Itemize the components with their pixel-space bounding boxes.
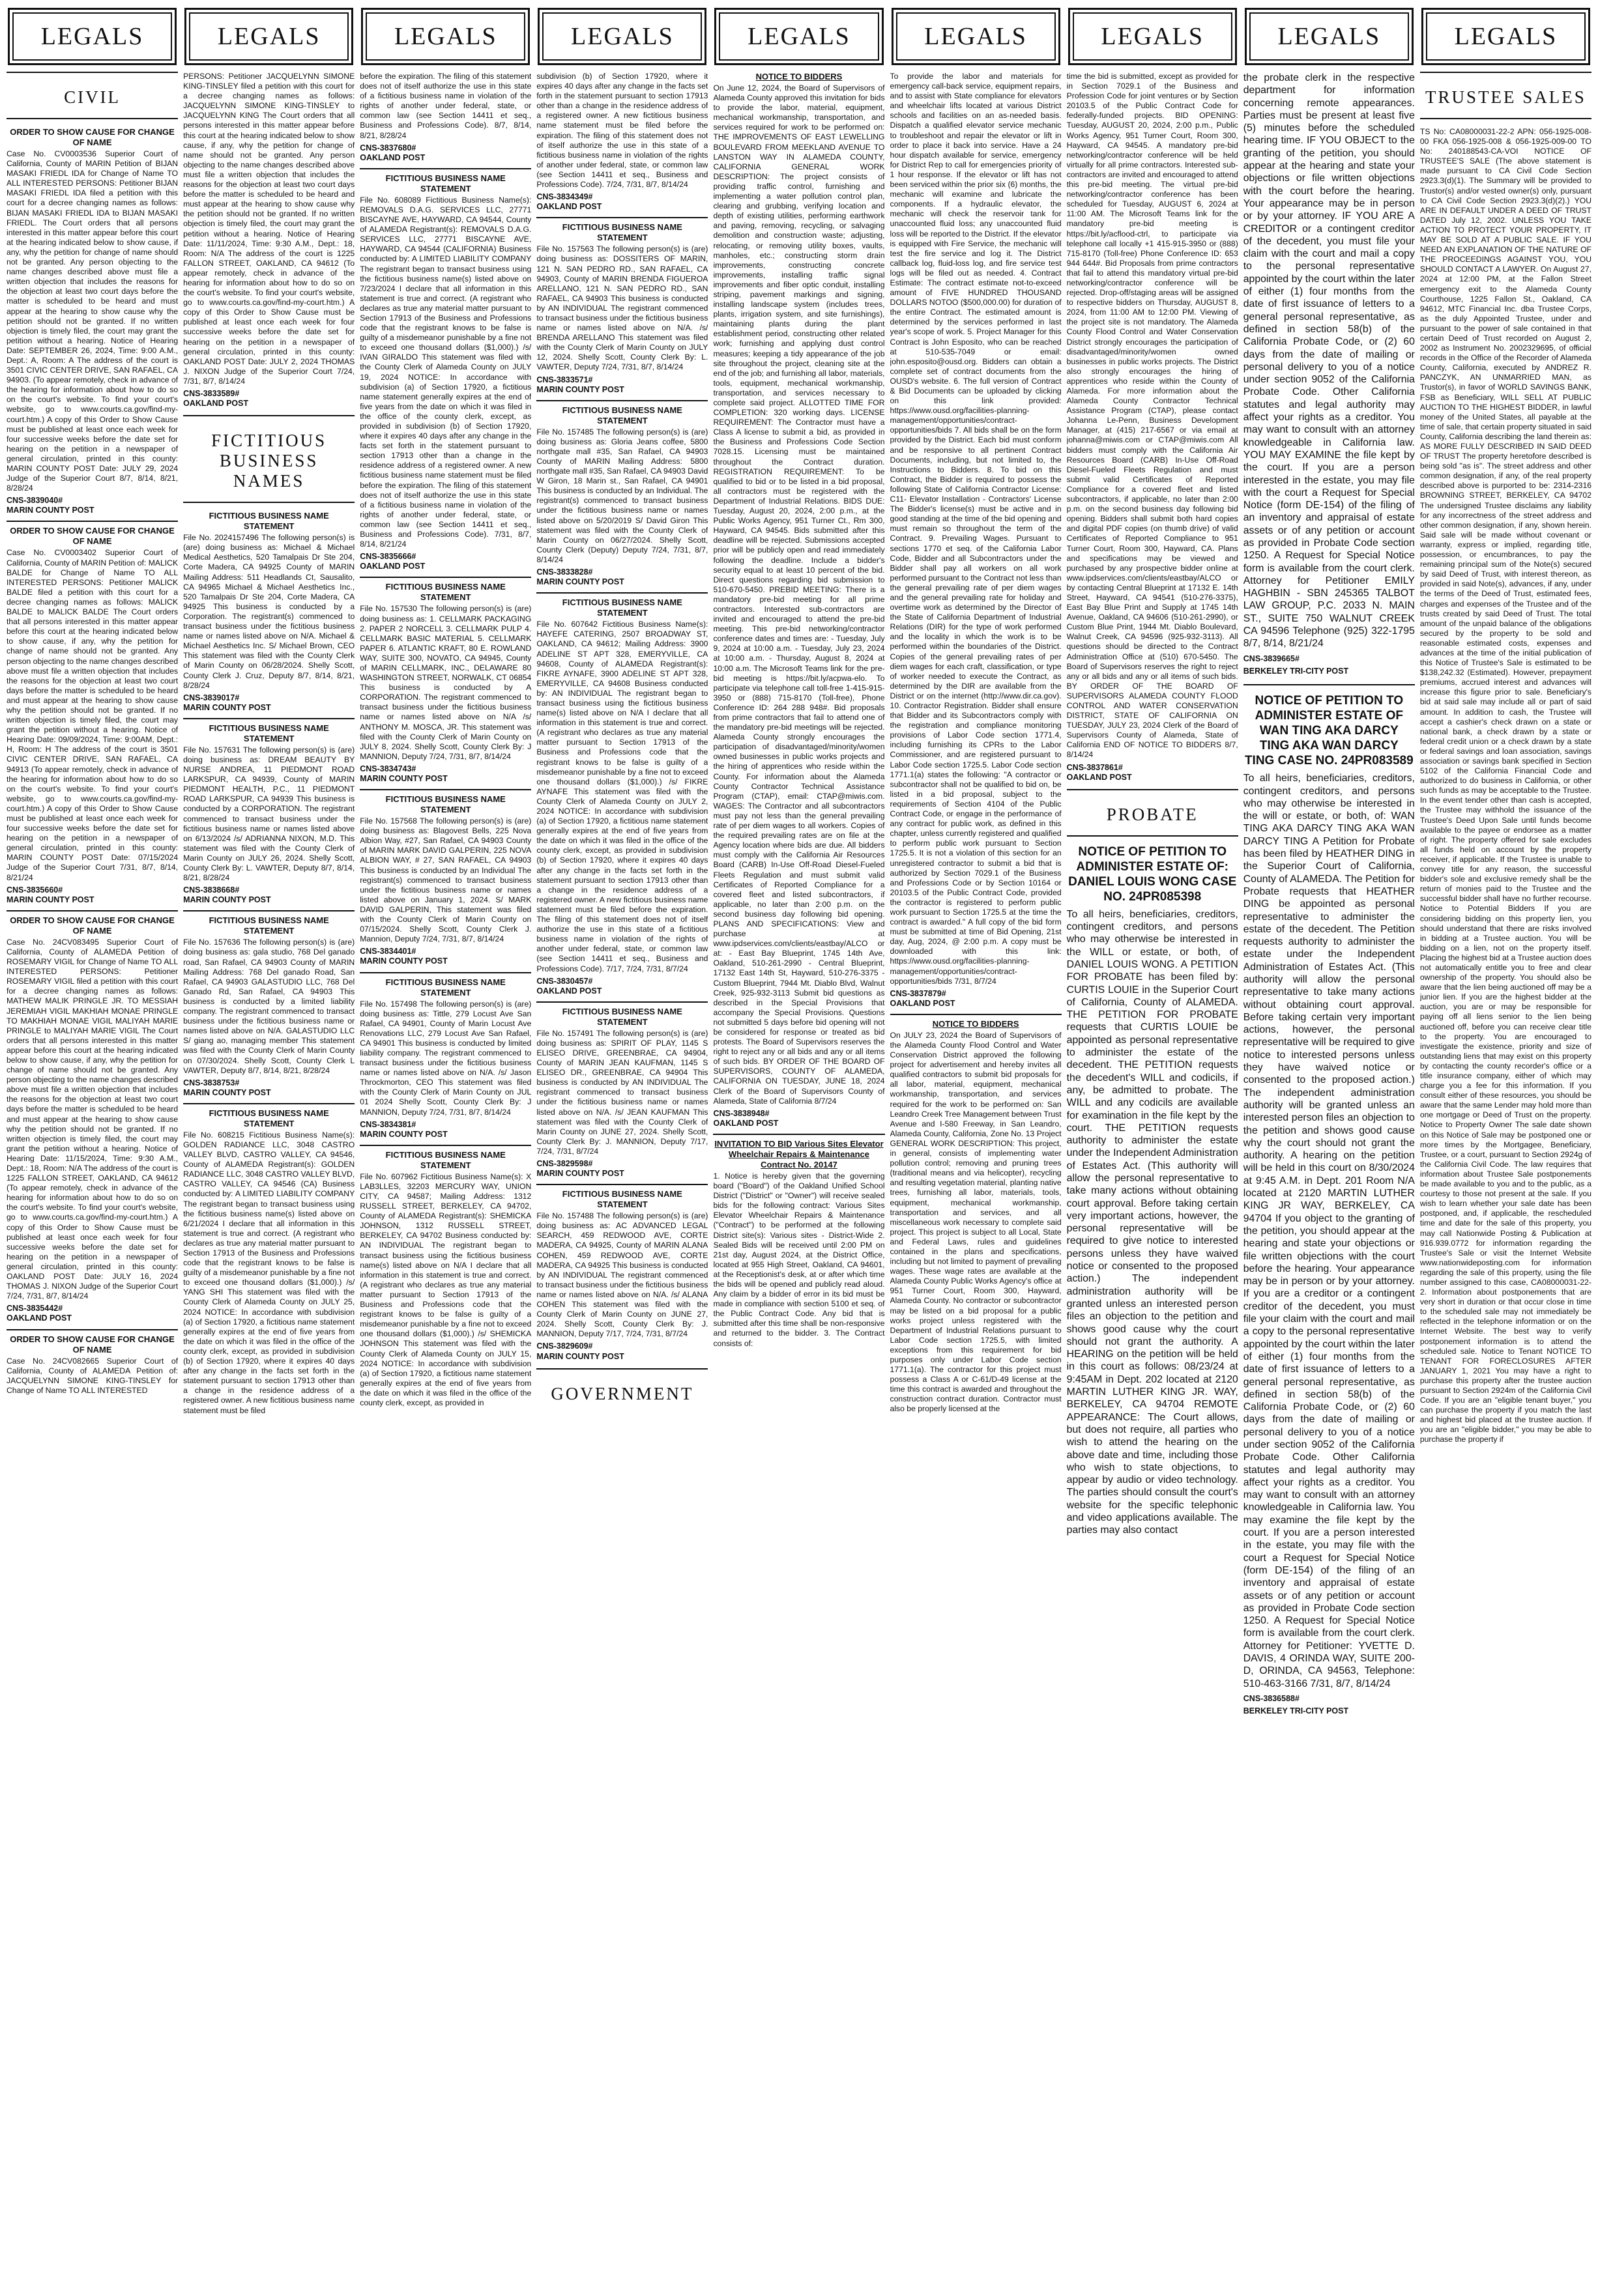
notice-title: NOTICE TO BIDDERS bbox=[755, 72, 843, 81]
notice-title: FICTITIOUS BUSINESS NAME STATEMENT bbox=[385, 794, 506, 815]
column-4 bbox=[536, 5, 708, 2291]
notice-body: the probate clerk in the respective department for information concerning remote appearances. Parties must be present at least five (5) minutes before the scheduled hearing time. IF YOU OBJECT to the granting of the petition, you should appear at the hearing and state your objections or file written objections with the court before the hearing. Your appearance may be in person or by your attorney. IF YOU ARE A CREDITOR or a contingent creditor of the decedent, you must file your claim with the court and mail a copy to the personal representative appointed by the court within the later of either (1) four months from the date of first issuance of letters to a general personal representative, as defined in section 58(b) of the California Probate Code, or (2) 60 days from the date of mailing or personal delivery to you of a notice under section 9052 of the California Probate Code. Other California statutes and legal authority may affect your rights as a creditor. You may want to consult with an attorney knowledgeable in California law. YOU MAY EXAMINE the file kept by the court. If you are a person interested in the estate, you may file with the court a Request for Special Notice (form DE-154) of the filing of an inventory and appraisal of estate assets or of any petition or account as provided in Probate Code section 1250. A Request for Special Notice form is available from the court clerk. Attorney for Petitioner EMILY HAGHBIN - SBN 245365 TALBOT LAW GROUP, P.C. 2033 N. MAIN ST., SUITE 750 WALNUT CREEK CA 94596 Telephone (925) 322-1795 8/7, 8/14, 8/21/24 bbox=[1243, 72, 1415, 650]
publication-name: MARIN COUNTY POST bbox=[183, 1087, 271, 1097]
divider bbox=[183, 910, 355, 911]
notice-title: FICTITIOUS BUSINESS NAME STATEMENT bbox=[562, 222, 682, 243]
publication-name: OAKLAND POST bbox=[536, 986, 602, 996]
divider bbox=[1067, 835, 1238, 837]
publication-name: MARIN COUNTY POST bbox=[360, 774, 448, 783]
notice bbox=[536, 72, 708, 212]
notice-body: TS No: CA08000031-22-2 APN: 056-1925-008-00 FKA 056-1925-008 & 056-1925-009-00 TO No: 240188543-CA-VOI NOTICE OF TRUSTEE'S SALE (The above statement is made pursuant to CA Civil Code Section 2923.3(d)(1). The Summary will be provided to Trustor(s) and/or vested owner(s) only, pursuant to CA Civil Code Section 2923.3(d)(2).) YOU ARE IN DEFAULT UNDER A DEED OF TRUST DATED July 12, 2002. UNLESS YOU TAKE ACTION TO PROTECT YOUR PROPERTY, IT MAY BE SOLD AT A PUBLIC SALE. IF YOU NEED AN EXPLANATION OF THE NATURE OF THE PROCEEDINGS AGAINST YOU, YOU SHOULD CONTACT A LAWYER. On August 27, 2024 at 12:00 PM, at the Fallon Street emergency exit to the Alameda County Courthouse, 1225 Fallon St., Oakland, CA 94612, MTC Financial Inc. dba Trustee Corps, as the duly Appointed Trustee, under and pursuant to the power of sale contained in that certain Deed of Trust recorded on August 2, 2002 as Instrument No. 2002329695, of official records in the Office of the Recorder of Alameda County, California, executed by ANDREZ R. PANCZYK, AN UNMARRIED MAN, as Trustor(s), in favor of WORLD SAVINGS BANK, FSB as Beneficiary, WILL SELL AT PUBLIC AUCTION TO THE HIGHEST BIDDER, in lawful money of the United States, all payable at the time of sale, that certain property situated in said County, California describing the land therein as: AS MORE FULLY DESCRIBED IN SAID DEED OF TRUST The property heretofore described is being sold "as is". The street address and other common designation, if any, of the real property described above is purported to be: 2314-2316 BROWNING STREET, BERKELEY, CA 94702 The undersigned Trustee disclaims any liability for any incorrectness of the street address and other common designation, if any, shown herein. Said sale will be made without covenant or warranty, express or implied, regarding title, possession, or encumbrances, to pay the remaining principal sum of the Note(s) secured by said Deed of Trust, with interest thereon, as provided in said Note(s), advances, if any, under the terms of the Deed of Trust, estimated fees, charges and expenses of the Trustee and of the trusts created by said Deed of Trust. The total amount of the unpaid balance of the obligations secured by the property to be sold and reasonable estimated costs, expenses and advances at the time of the initial publication of this Notice of Trustee's Sale is estimated to be $138,242.32 (Estimated). However, prepayment premiums, accrued interest and advances will increase this figure prior to sale. Beneficiary's bid at said sale may include all or part of said amount. In addition to cash, the Trustee will accept a cashier's check drawn on a state or national bank, a check drawn by a state or federal credit union or a check drawn by a state or federal savings and loan association, savings association or savings bank specified in Section 5102 of the California Financial Code and authorized to do business in California, or other such funds as may be acceptable to the Trustee. In the event tender other than cash is accepted, the Trustee may withhold the issuance of the Trustee's Deed Upon Sale until funds become available to the payee or endorsee as a matter of right. The property offered for sale excludes all funds held on account by the property receiver, if applicable. If the Trustee is unable to convey title for any reason, the successful bidder's sole and exclusive remedy shall be the return of monies paid to the Trustee and the successful bidder shall have no further recourse. Notice to Potential Bidders If you are considering bidding on this property lien, you should understand that there are risks involved in bidding at a Trustee auction. You will be bidding on a lien, not on the property itself. Placing the highest bid at a Trustee auction does not automatically entitle you to free and clear ownership of the property. You should also be aware that the lien being auctioned off may be a junior lien. If you are the highest bidder at the auction, you are or may be responsible for paying off all liens senior to the lien being auctioned off, before you can receive clear title to the property. You are encouraged to investigate the existence, priority and size of outstanding liens that may exist on this property by contacting the county recorder's office or a title insurance company, either of which may charge you a fee for this information. If you consult either of these resources, you should be aware that the same Lender may hold more than one mortgage or Deed of Trust on the property. Notice to Property Owner The sale date shown on this Notice of Sale may be postponed one or more times by the Mortgagee, Beneficiary, Trustee, or a court, pursuant to Section 2924g of the California Civil Code. The law requires that information about Trustee Sale postponements be made available to you and to the public, as a courtesy to those not present at the sale. If you wish to learn whether your sale date has been postponed, and, if applicable, the rescheduled time and date for the sale of this property, you may call Nationwide Posting & Publication at 916.939.0772 for information regarding the Trustee's Sale or visit the Internet Website www.nationwideposting.com for information regarding the sale of this property, using the file number assigned to this case, CA08000031-22-2. Information about postponements that are very short in duration or that occur close in time to the scheduled sale may not immediately be reflected in the telephone information or on the Internet Website. The best way to verify postponement information is to attend the scheduled sale. Notice to Tenant NOTICE TO TENANT FOR FORECLOSURES AFTER JANUARY 1, 2021 You may have a right to purchase this property after the trustee auction pursuant to Section 2924m of the California Civil Code. If you are an "eligible tenant buyer," you can purchase the property if you match the last and highest bid placed at the trustee auction. If you are an "eligible bidder," you may be able to purchase the property if bbox=[1419, 127, 1591, 1444]
legals-header: LEGALS bbox=[1068, 8, 1237, 65]
divider bbox=[360, 577, 531, 578]
cns-number: CNS-3836588# bbox=[1243, 1693, 1300, 1703]
notice-title: FICTITIOUS BUSINESS NAME STATEMENT bbox=[562, 1006, 682, 1027]
notice bbox=[360, 794, 531, 966]
publication-name: OAKLAND POST bbox=[360, 152, 426, 162]
notice bbox=[7, 915, 178, 1324]
publication-name: OAKLAND POST bbox=[183, 399, 249, 409]
column-9 bbox=[1420, 5, 1591, 2291]
cns-number: CNS-3833571# bbox=[536, 375, 593, 384]
notice-body: Case No. CV0003536 Superior Court of California, County of MARIN Petition of BIJAN MASAKI FRIEDL IDA for Change of Name TO ALL INTERESTED PERSONS: Petitioner BIJAN MASAKI FRIEDL IDA filed a petition with this court for a decree changing names as follows: BIJAN MASAKI FRIEDL IDA to BIJAN MASAKI FRIEDL. The Court orders that all persons interested in this matter appear before this court at the hearing indicated below to show cause, if any, why the petition for change of name should not be granted. Any person objecting to the name changes described above must file a written objection that includes the reasons for the objection at least two court days before the matter is scheduled to be heard and must appear at the hearing to show cause why the petition should not be granted. If no written objection is timely filed, the court may grant the petition without a hearing. Notice of Hearing Date: SEPTEMBER 26, 2024, Time: 9:00 A.M., Dept.: A, Room: A The address of the court is 3501 CIVIC CENTER DRIVE, SAN RAFAEL, CA 94903. (To appear remotely, check in advance of the hearing for information about how to do so on the court's website. To find your court's website, go to www.courts.ca.gov/find-my-court.htm.) A copy of this Order to Show Cause must be published at least once each week for four successive weeks before the date set for hearing on the petition in a newspaper of general circulation, printed in this county: MARIN COUNTY POST Date: JULY 29, 2024 Judge of the Superior Court 8/7, 8/14, 8/21, 8/28/24 bbox=[7, 149, 179, 493]
publication-name: MARIN COUNTY POST bbox=[183, 895, 271, 905]
divider bbox=[183, 502, 355, 503]
notice-title: FICTITIOUS BUSINESS NAME STATEMENT bbox=[385, 173, 506, 194]
notice bbox=[713, 72, 884, 1128]
notice-body: On JULY 23, 2024 the Board of Supervisors of the Alameda County Flood Control and Water Conservation District approved the following project for advertisement and hereby invites all qualified contractors to submit bid proposals for all labor, material, equipment, mechanical workmanship, transportation, and services required for the work to be performed on: San Leandro Creek Tree Management between Trust Avenue and I-580 Freeway, in San Leandro, Alameda County, California, Zone No. 13 Project GENERAL WORK DESCRIPTION: This project, in general, consists of implementing water pollution control; removing and pruning trees (traditional means and via helicopter), recycling and resulting vegetation material, planting native trees, furnishing all labor, materials, tools, equipment, mechanical workmanship, transportation and services, and all miscellaneous work necessary to complete said project. This project is subject to all Local, State and Federal Laws, rules and guidelines contained in the plans and specifications, including but not limited to payment of prevailing wages. These wage rates are available at the Alameda County Public Works Agency's office at 951 Turner Court, Room 300, Hayward, Alameda County. No contractor or subcontractor may be listed on a bid proposal for a public works project unless registered with the Department of Industrial Relations pursuant to Labor Code section 1725.5, with limited exceptions from this requirement for bid purposes only under Labor Code section 1771.1(a). The contractor for this project must possess a Class A or C-61/D-49 license at the time this contract is awarded and throughout the construction contract duration. Contractor must also be properly licensed at the bbox=[890, 1030, 1062, 1414]
notice bbox=[7, 526, 178, 904]
notice bbox=[1243, 72, 1415, 678]
section-heading-probate: PROBATE bbox=[1106, 804, 1198, 824]
notice-body: File No. 607962 Fictitious Business Name(s): X LAB3LLES, 32203 MERCURY WAY, UNION CITY, CA 94587; Mailing Address: 1312 RUSSELL STREET, BERKELEY, CA 94702, County of ALAMEDA Registrant(s): SHEMICKA JOHNSON, 1312 RUSSELL STREET, BERKELEY, CA 94702 Business conducted by: AN INDIVIDUAL The registrant began to transact business using the fictitious business name(s) listed above on N/A I declare that all information in this statement is true and correct. (A registrant who declares as true any material matter pursuant to Section 17913 of the Business and Professions code that the registrant knows to be false is guilty of a misdemeanor punishable by a fine not to exceed one thousand dollars ($1,000).) /s/ SHEMICKA JOHNSON This statement was filed with the County Clerk of Alameda County on JULY 15, 2024 NOTICE: In accordance with subdivision (a) of Section 17920, a fictitious name statement generally expires at the end of five years from the date on which it was filed in the office of the county clerk, except, as provided in bbox=[360, 1171, 532, 1407]
publication-name: OAKLAND POST bbox=[1066, 772, 1132, 782]
notice-body: PERSONS: Petitioner JACQUELYNN SIMONE KING-TINSLEY filed a petition with this court for a decree changing names as follows: JACQUELYNN SIMONE KING-TINSLEY to JACQUELYNN KING The Court orders that all persons interested in this matter appear before this court at the hearing indicated below to show cause, if any, why the petition for change of name should not be granted. Any person objecting to the name changes described above must file a written objection that includes the reasons for the objection at least two court days before the matter is scheduled to be heard and must appear at the hearing to show cause why the petition should not be granted. If no written objection is timely filed, the court may grant the petition without a hearing. Notice of Hearing Date: 11/11/2024, Time: 9:30 A.M., Dept.: 18, Room: N/A The address of the court is 1225 FALLON STREET, OAKLAND, CA 94612 (To appear remotely, check in advance of the hearing for information about how to do so on the court's website. To find your court's website, go to www.courts.ca.gov/find-my-court.htm.) A copy of this Order to Show Cause must be published at least once each week for four successive weeks before the date set for hearing on the petition in a newspaper of general circulation, printed in this county: OAKLAND POST Date: JULY 2, 2024 THOMAS J. NIXON Judge of the Superior Court 7/24, 7/31, 8/7, 8/14/24 bbox=[183, 72, 355, 386]
cns-number: CNS-3834401# bbox=[360, 947, 416, 956]
divider bbox=[7, 72, 178, 73]
notice-title: ORDER TO SHOW CAUSE FOR CHANGE OF NAME bbox=[10, 1334, 175, 1355]
notice bbox=[536, 1189, 708, 1361]
notice bbox=[360, 582, 531, 784]
notice-body: File No. 157530 The following person(s) is (are) doing business as: 1. CELLMARK PACKAGING 2. PAPER 2 NORCELL 3. CELLMARK PULP 4. CELLMARK BASIC MATERIAL 5. CELLMARK PAPER 6. ATLANTIC KRAFT, 80 E. ROWLAND WAY, SUITE 300, NOVATO, CA 94945, County of MARIN CELLMARK, INC., DELAWARE 80 WASHINGTON STREET, NORWALK, CT 06854 This business is conducted by A CORPORATION. The registrant commenced to transact business under the fictitious business name or names listed above on N/A /s/ ANTHONY M. MOSCA, JR. This statement was filed with the County Clerk of Marin County on JULY 8, 2024. Shelly Scott, County Clerk By: J MANNION, Deputy 7/24, 7/31, 8/7, 8/14/24 bbox=[360, 604, 532, 761]
divider bbox=[536, 1368, 708, 1370]
notice-title: NOTICE OF PETITION TO ADMINISTER ESTATE OF: DANIEL LOUIS WONG CASE NO. 24PR085398 bbox=[1068, 844, 1237, 904]
publication-name: MARIN COUNTY POST bbox=[536, 1169, 624, 1179]
divider bbox=[360, 1145, 531, 1146]
notice-title: FICTITIOUS BUSINESS NAME STATEMENT bbox=[209, 723, 329, 743]
notice bbox=[183, 72, 355, 409]
divider bbox=[360, 789, 531, 790]
notice-body: File No. 607642 Fictitious Business Name(s): HAYEFE CATERING, 2507 BROADWAY ST, OAKLAND, CA 94612; Mailing Address: 3900 ADELINE ST APT 328, EMERYVILLE, CA 94608, County of ALAMEDA Registrant(s): FIKRE AYNAFE, 3900 ADELINE ST APT 328, EMERYVILLE, CA 94608 Business conducted by: AN INDIVIDUAL The registrant began to transact business using the fictitious business name(s) listed above on N/A I declare that all information in this statement is true and correct. (A registrant who declares as true any material matter pursuant to Section 17913 of the Business and Professions code that the registrant knows to be false is guilty of a misdemeanor punishable by a fine not to exceed one thousand dollars ($1,000).) /s/ FIKRE AYNAFE This statement was filed with the County Clerk of Alameda County on JULY 2, 2024 NOTICE: In accordance with subdivision (a) of Section 17920, a fictitious name statement generally expires at the end of five years from the date on which it was filed in the office of the county clerk, except, as provided in subdivision (b) of Section 17920, where it expires 40 days after any change in the facts set forth in the statement pursuant to section 17913 other than a change in the residence address of a registered owner. A new fictitious business name statement must be filed before the expiration. The filing of this statement does not of itself authorize the use in this state of a fictitious business name in violation of the rights of another under federal, state, or common law (see Section 14411 et seq., Business and Professions Code). 7/17, 7/24, 7/31, 8/7/24 bbox=[536, 620, 708, 973]
cns-number: CNS-3835666# bbox=[360, 552, 416, 562]
legals-header: LEGALS bbox=[8, 8, 177, 65]
notice bbox=[360, 72, 531, 163]
legals-header: LEGALS bbox=[361, 8, 530, 65]
notice-title: NOTICE TO BIDDERS bbox=[932, 1018, 1019, 1029]
publication-name: BERKELEY TRI-CITY POST bbox=[1243, 1706, 1349, 1716]
notice-body: time the bid is submitted, except as provided for in Section 7029.1 of the Business and Profession Code for joint ventures or by Section 20103.5 of the Public Contract Code for federally-funded projects. BID OPENING: Tuesday, AUGUST 20, 2024, 2:00 p.m., Public Works Agency, 951 Turner Court, Room 300, Hayward, CA 94545. A mandatory pre-bid networking/contractor conference will be held virtually for all prime contractors. Interested sub-contractors are invited and encouraged to attend this pre-bid meeting. The virtual pre-bid networking/contractor conference has been scheduled for Tuesday, AUGUST 6, 2024 at 11:00 AM. The Microsoft Teams link for the mandatory pre-bid meeting is https://bit.ly/acflood-ctrl, to participate via telephone call locally +1 415-915-3950 or (888) 715-8170 (Toll-free) Phone Conference ID: 653 944 644#. Bid Proposals from prime contractors that fail to attend this mandatory virtual pre-bid networking/contractor conference will be rejected. Drop-off/staging areas will be assigned to respective bidders on Thursday, AUGUST 8, 2024, from 11:00 AM to 12:00 PM. Viewing of the project site is not mandatory. The Alameda County Flood Control and Water Conservation District strongly encourages the participation of disadvantaged/minority/women owned businesses in public works projects. The District also strongly encourages the hiring of apprentices who reside within the County of Alameda. For more information about the Alameda County Contractor Technical Assistance Program (CTAP), please contact Johanna Le-Penn, Business Development Manager, at (415) 217-6567 or via email at johanna@miwis.com or CTAP@miwis.com All bidders must comply with the California Air Resources Board (CARB) In-Use Off-Road Diesel-Fueled Fleets Regulation and must submit valid Certificates of Reported Compliance for a covered fleet and listed subcontractors, if applicable, no later than 2:00 p.m. on the second business day following bid opening. Bidders shall submit both hard copies and digital PDF copies (on thumb drive) of valid Certificates of Reported Compliance to 951 Turner Court, Room 300, Hayward, CA. Plans and specifications may be viewed and purchased by any prospective bidder online at www.ipdservices.com/clients/eastbay/ALCO or by contacting Central Blueprint at 17132 E. 14th Street, Hayward, CA 94541 (510-276-3375), East Bay Blue Print and Supply at 1745 14th Avenue, Oakland, CA 94606 (510-261-2990), or Custom Blue Print, 1944 Mt. Diablo Boulevard, Walnut Creek, CA 94596 (925-932-3113). All questions should be directed to the Contract Administration Office at (510) 670-5450. The Board of Supervisors reserves the right to reject any or all bids and any or all items of such bids. BY ORDER OF THE BOARD OF SUPERVISORS ALAMEDA COUNTY FLOOD CONTROL AND WATER CONSERVATION DISTRICT, STATE OF CALIFORNIA ON TUESDAY, JULY 23, 2024 Clerk of the Board of Supervisors County of Alameda, State of California END OF NOTICE TO BIDDERS 8/7, 8/14/24 bbox=[1066, 72, 1238, 760]
divider bbox=[713, 1134, 884, 1135]
cns-number: CNS-3837879# bbox=[890, 988, 946, 998]
notice-body: subdivision (b) of Section 17920, where it expires 40 days after any change in the facts set forth in the statement pursuant to section 17913 other than a change in the residence address of a registered owner. A new fictitious business name statement must be filed before the expiration. The filing of this statement does not of itself authorize the use in this state of a fictitious business name in violation of the rights of another under federal, state, or common law (see Section 14411 et seq., Business and Professions Code). 7/24, 7/31, 8/7, 8/14/24 bbox=[536, 72, 708, 190]
cns-number: CNS-3839040# bbox=[7, 496, 63, 506]
publication-name: MARIN COUNTY POST bbox=[7, 895, 94, 904]
notice-title: FICTITIOUS BUSINESS NAME STATEMENT bbox=[562, 405, 682, 425]
divider bbox=[7, 521, 178, 522]
notice bbox=[7, 127, 178, 515]
notice-body: File No. 2024157496 The following person(s) is (are) doing business as: Michael & Michael Medical Aesthetics, 520 Tamalpais Dr Ste 204, Corte Madera, CA 94925 County of MARIN Mailing Address: 511 Headlands Ct, Sausalito, CA 94965 Michael & Michael Aesthetics Inc., 520 Tamalpais Dr Ste 204, Corte Madera, CA 94925 This business is conducted by a Corporation. The registrant(s) commenced to transact business under the fictitious business name or names listed above on N/A. Michael & Michael Aesthetics Inc. S/ Michael Brown, CEO This statement was filed with the County Clerk of Marin County on 06/28/2024. Shelly Scott, County Clerk J. Cruz, Deputy 8/7, 8/14, 8/21, 8/28/24 bbox=[183, 533, 355, 690]
cns-number: CNS-3838948# bbox=[713, 1108, 770, 1118]
notice-title: FICTITIOUS BUSINESS NAME STATEMENT bbox=[385, 1149, 506, 1170]
divider bbox=[1067, 789, 1238, 790]
notice bbox=[1067, 844, 1238, 1537]
legals-header: LEGALS bbox=[1421, 8, 1590, 65]
divider bbox=[1420, 72, 1591, 73]
notice-body: File No. 157488 The following person(s) is (are) doing business as: AC ADVANCED LEGAL SEARCH, 459 REDWOOD AVE, CORTE MADERA, CA 94925, County of MARIN ALANA COHEN, 459 REDWOOD AVE, CORTE MADERA, CA 94925 This business is conducted by AN INDIVIDUAL The registrant commenced to transact business under the fictitious business name or names listed above on N/A. /s/ ALANA COHEN This statement was filed with the County Clerk of Marin County on JUNE 27, 2024. Shelly Scott, County Clerk By: J. MANNION, Deputy 7/17, 7/24, 7/31, 8/7/24 bbox=[536, 1211, 708, 1339]
notice-body: File No. 157631 The following person(s) is (are) doing business as: DREAM BEAUTY BY NURSE ANDREA, 11 PIEDMONT ROAD LARKSPUR, CA 94939, County of MARIN PIEDMONT HEALTH, P.C., 11 PIEDMONT ROAD LARKSPUR, CA 94939 This business is conducted by a CORPORATION. The registrant commenced to transact business under the fictitious business name or names listed above on 6/13/2024 /s/ ADRIANNA NIXON, M.D. This statement was filed with the County Clerk of Marin County on JULY 26, 2024. Shelly Scott, County Clerk By: L. VAWTER, Deputy 8/7, 8/14, 8/21, 8/28/24 bbox=[183, 745, 355, 883]
notice bbox=[360, 977, 531, 1140]
divider bbox=[7, 118, 178, 119]
notice-title: FICTITIOUS BUSINESS NAME STATEMENT bbox=[385, 582, 506, 603]
publication-name: OAKLAND POST bbox=[713, 1118, 779, 1128]
column-1 bbox=[7, 5, 178, 2291]
legals-header: LEGALS bbox=[1245, 8, 1414, 65]
publication-name: OAKLAND POST bbox=[7, 1313, 72, 1323]
notice-body: before the expiration. The filing of this statement does not of itself authorize the use in this state of a fictitious business name in violation of the rights of another under federal, state, or common law (see Section 14411 et seq., Business and Professions Code). 8/7, 8/14, 8/21, 8/28/24 bbox=[360, 72, 532, 140]
notice bbox=[1067, 72, 1238, 782]
divider bbox=[360, 972, 531, 973]
notice bbox=[890, 72, 1062, 1009]
publication-name: MARIN COUNTY POST bbox=[360, 956, 448, 966]
notice bbox=[183, 1108, 355, 1416]
notice bbox=[1420, 127, 1591, 1445]
notice-body: File No. 608215 Fictitious Business Name(s): GOLDEN RADIANCE LLC, 3048 CASTRO VALLEY BLVD, CASTRO VALLEY, CA 94546, County of ALAMEDA Registrant(s): GOLDEN RADIANCE LLC, 3048 CASTRO VALLEY BLVD, CASTRO VALLEY, CA 94546 (CA) Business conducted by: A LIMITED LIABILITY COMPANY The registrant began to transact business using the fictitious business name(s) listed above on 6/21/2024 I declare that all information in this statement is true and correct. (A registrant who declares as true any material matter pursuant to Section 17913 of the Business and Professions code that the registrant knows to be false is guilty of a misdemeanor punishable by a fine not to exceed one thousand dollars ($1,000).) /s/ YANG SHI This statement was filed with the County Clerk of Alameda County on JULY 25, 2024 NOTICE: In accordance with subdivision (a) of Section 17920, a fictitious name statement generally expires at the end of five years from the date on which it was filed in the office of the county clerk, except, as provided in subdivision (b) of Section 17920, where it expires 40 days after any change in the facts set forth in the statement pursuant to section 17913 other than a change in the residence address of a registered owner. A new fictitious business name statement must be filed bbox=[183, 1130, 355, 1415]
notice-body: File No. 157485 The following person(s) is (are) doing business as: Gloria Jeans coffee, 5800 northgate mall #35, San Rafael, CA 94903 County of MARIN Mailing Address: 5800 northgate mall #35, San Rafael, CA 94903 David W Giron, 18 Marin st., San Rafael, CA 94901 This business is conducted by an Individual. The registrant(s) commenced to transact business under the fictitious business name or names listed above on 5/20/2019 S/ David Giron This statement was filed with the County Clerk of Marin County on 06/27/2024. Shelly Scott, County Clerk (Deputy) Deputy 7/24, 7/31, 8/7, 8/14/24 bbox=[536, 427, 708, 564]
cns-number: CNS-3835442# bbox=[7, 1304, 63, 1313]
notice bbox=[183, 511, 355, 713]
column-2 bbox=[183, 5, 355, 2291]
notice-body: To all heirs, beneficiaries, creditors, contingent creditors, and persons who may otherwise be interested in the WILL or estate, or both, of DANIEL LOUIS WONG. A PETITION FOR PROBATE has been filed by: CURTIS LOUIE in the Superior Court of California, County of ALAMEDA. THE PETITION FOR PROBATE requests that CURTIS LOUIE be appointed as personal representative to administer the estate of the decedent. THE PETITION requests the decedent's WILL and codicils, if any, be admitted to probate. The WILL and any codicils are available for examination in the file kept by the court. THE PETITION requests authority to administer the estate under the Independent Administration of Estates Act. (This authority will allow the personal representative to take many actions without obtaining court approval. Before taking certain very important actions, however, the personal representative will be required to give notice to interested persons unless they have waived notice or consented to the proposed action.) The independent administration authority will be granted unless an interested person files an objection to the petition and shows good cause why the court should not grant the authority. A HEARING on the petition will be held in this court as follows: 08/23/24 at 9:45AM in Dept. 202 located at 2120 MARTIN LUTHER KING JR. WAY, BERKELEY, CA 94704 REMOTE APPEARANCE: The Court allows, but does not require, all parties who wish to attend the hearing on the above date and time, including those who wish to state objections, to appear by audio or video technology. The parties should consult the court's website for the specific telephonic and video applications available. The parties may also contact bbox=[1066, 908, 1238, 1536]
notice-body: File No. 157636 The following person(s) is (are) doing business as: gala studio, 768 Del ganado road, San Rafael, CA 94903 County of MARIN Mailing Address: 768 Del ganado Road, San Rafael, CA 94903 GALASTUDIO LLC, 768 Del Ganado Rd, San Rafael, CA 94903 This business is conducted by a limited liability company. The registrant commenced to transact business under the fictitious business name or names listed above on N/A. GALASTUDIO LLC S/ giang ao, managing member This statement was filed with the County Clerk of Marin County on 07/30/2024. Shelly Scott, County Clerk L VAWTER, Deputy 8/7, 8/14, 8/21, 8/28/24 bbox=[183, 938, 355, 1075]
notice bbox=[360, 173, 531, 572]
publication-name: BERKELEY TRI-CITY POST bbox=[1243, 666, 1349, 676]
divider bbox=[183, 718, 355, 719]
divider bbox=[536, 592, 708, 594]
notice bbox=[536, 405, 708, 588]
notice bbox=[183, 723, 355, 906]
notice-body: Case No. 24CV082665 Superior Court of California, County of ALAMEDA Petition of: JACQUELYNN SIMONE KING-TINSLEY for Change of Name TO ALL INTERESTED bbox=[7, 1356, 179, 1395]
column-6 bbox=[890, 5, 1062, 2291]
cns-number: CNS-3829598# bbox=[536, 1159, 593, 1168]
notice bbox=[183, 915, 355, 1098]
column-8 bbox=[1243, 5, 1415, 2291]
notice bbox=[713, 1139, 884, 1349]
cns-number: CNS-3838668# bbox=[183, 885, 240, 895]
publication-name: MARIN COUNTY POST bbox=[183, 702, 271, 712]
divider bbox=[536, 1184, 708, 1185]
section-heading-trustee-sales: TRUSTEE SALES bbox=[1425, 87, 1586, 107]
notice bbox=[536, 1007, 708, 1179]
divider bbox=[536, 217, 708, 218]
notice bbox=[1243, 693, 1415, 1717]
divider bbox=[183, 1103, 355, 1104]
notice-body: To all heirs, beneficiaries, creditors, contingent creditors, and persons who may otherwise be interested in the will or estate, or both, of: WAN TING AKA DARCY TING AKA WAN DARCY TING A Petition for Probate has been filed by HEATHER DING in the Superior Court of California, County of ALAMEDA. The Petition for Probate requests that HEATHER DING be appointed as personal representative to administer the estate of the decedent. The Petition requests authority to administer the estate under the Independent Administration of Estates Act. (This authority will allow the personal representative to take many actions without obtaining court approval. Before taking certain very important actions, however, the personal representative will be required to give notice to interested persons unless they have waived notice or consented to the proposed action.) The independent administration authority will be granted unless an interested person files an objection to the petition and shows good cause why the court should not grant the authority. A hearing on the petition will be held in this court on 8/30/2024 at 9:45 A.M. in Dept. 201 Room N/A located at 2120 MARTIN LUTHER KING JR WAY, BERKELEY, CA 94704 If you object to the granting of the petition, you should appear at the hearing and state your objections or file written objections with the court before the hearing. Your appearance may be in person or by your attorney. If you are a creditor or a contingent creditor of the decedent, you must file your claim with the court and mail a copy to the personal representative appointed by the court within the later of either (1) four months from the date of first issuance of letters to a general personal representative, as defined in section 58(b) of the California Probate Code, or (2) 60 days from the date of mailing or personal delivery to you of a notice under section 9052 of the California Probate Code. Other California statutes and legal authority may affect your rights as a creditor. You may want to consult with an attorney knowledgeable in California law. You may examine the file kept by the court. If you are a person interested in the estate, you may file with the court a Request for Special Notice (form DE-154) of the filing of an inventory and appraisal of estate assets or of any petition or account as provided in Probate Code section 1250. A Request for Special Notice form is available from the court clerk. Attorney for Petitioner: YVETTE D. DAVIS, 4 ORINDA WAY, SUITE 200-D, ORINDA, CA 94563, Telephone: 510-463-3166 7/31, 8/7, 8/14/24 bbox=[1243, 773, 1415, 1689]
notice-title: ORDER TO SHOW CAUSE FOR CHANGE OF NAME bbox=[10, 127, 175, 147]
cns-number: CNS-3835660# bbox=[7, 885, 63, 895]
notice-title: FICTITIOUS BUSINESS NAME STATEMENT bbox=[385, 977, 506, 997]
publication-name: MARIN COUNTY POST bbox=[360, 1129, 448, 1139]
legals-page bbox=[7, 5, 1591, 2291]
notice-title: FICTITIOUS BUSINESS NAME STATEMENT bbox=[562, 597, 682, 618]
column-7 bbox=[1067, 5, 1238, 2291]
publication-name: OAKLAND POST bbox=[360, 562, 426, 571]
section-heading-civil: CIVIL bbox=[64, 87, 121, 107]
notice-body: File No. 157563 The following person(s) is (are) doing business as: DOSSITERS OF MARIN, 121 N. SAN PEDRO RD., SAN RAFAEL, CA 94903, County of MARIN BRENDA FIGUEROA ARELLANO, 121 N. SAN PEDRO RD., SAN RAFAEL, CA 94903 This business is conducted by AN INDIVIDUAL The registrant commenced to transact business under the fictitious business name or names listed above on N/A. /s/ BRENDA ARELLANO This statement was filed with the County Clerk of Marin County on JULY 12, 2024. Shelly Scott, County Clerk By: L. VAWTER, Deputy 7/24, 7/31, 8/7, 8/14/24 bbox=[536, 244, 708, 372]
notice-title: FICTITIOUS BUSINESS NAME STATEMENT bbox=[562, 1189, 682, 1210]
notice-body: 1. Notice is hereby given that the governing board ("Board") of the Oakland Unified School District ("District" or "Owner") will receive sealed bids for the following contract: Various Sites Elevator Wheelchair Repairs & Maintenance ("Contract") to be performed at the following District site(s): Various sites - District-Wide 2. Sealed Bids will be received until 2:00 PM on 21st day, August 2024, at the District Office, located at 955 High Street, Oakland, CA 94601, at the Receptionist's desk, at or after which time the bids will be opened and publicly read aloud. Any claim by a bidder of error in its bid must be made in compliance with section 5100 et seq. of the Public Contract Code. Any bid that is submitted after this time shall be non-responsive and returned to the bidder. 3. The Contract consists of: bbox=[713, 1171, 885, 1348]
notice-title: FICTITIOUS BUSINESS NAME STATEMENT bbox=[209, 915, 329, 936]
notice bbox=[890, 1019, 1062, 1414]
divider bbox=[1243, 684, 1415, 685]
cns-number: CNS-3834381# bbox=[360, 1119, 416, 1129]
notice bbox=[360, 1150, 531, 1408]
notice bbox=[7, 1334, 178, 1396]
divider bbox=[536, 1001, 708, 1003]
publication-name: OAKLAND POST bbox=[890, 998, 955, 1008]
legals-header: LEGALS bbox=[538, 8, 706, 65]
notice bbox=[536, 222, 708, 394]
notice-body: File No. 608089 Fictitious Business Name(s): REMOVALS D.A.G. SERVICES LLC, 27771 BISCAYNE AVE, HAYWARD, CA 94544, County of ALAMEDA Registrant(s): REMOVALS D.A.G. SERVICES LLC, 27771 BISCAYNE AVE, HAYWARD, CA 94544 (CALIFORNIA) Business conducted by: A LIMITED LIABILITY COMPANY The registrant began to transact business using the fictitious business name(s) listed above on 7/23/2024 I declare that all information in this statement is true and correct. (A registrant who declares as true any material matter pursuant to Section 17913 of the Business and Professions code that the registrant knows to be false is guilty of a misdemeanor punishable by a fine not to exceed one thousand dollars ($1,000).) /s/ IVAN GIRALDO This statement was filed with the County Clerk of Alameda County on JULY 19, 2024 NOTICE: In accordance with subdivision (a) of Section 17920, a fictitious name statement generally expires at the end of five years from the date on which it was filed in the office of the county clerk, except, as provided in subdivision (b) of Section 17920, where it expires 40 days after any change in the facts set forth in the statement pursuant to section 17913 other than a change in the residence address of a registered owner. A new fictitious business name statement must be filed before the expiration. The filing of this statement does not of itself authorize the use in this state of a fictitious business name in violation of the rights of another under federal, state, or common law (see Section 14411 et seq., Business and Professions Code). 7/31, 8/7, 8/14, 8/21/24 bbox=[360, 195, 532, 549]
notice-body: File No. 157498 The following person(s) is (are) doing business as: Tittle, 279 Locust Ave San Rafael, CA 94901, County of Marin Locust Ave Renovations LLC, 279 Locust Ave San Rafael, CA 94901 This business is conducted by limited liability company. The registrant commenced to transact business under the fictitious business name or names listed above on N/A. /s/ Jason Throckmorton, CEO This statement was filed with the County Clerk of Marin County on JUL 01 2024 Shelly Scott, County Clerk By: J MANNION, Deputy 7/24, 7/31, 8/7, 8/14/24 bbox=[360, 999, 532, 1117]
cns-number: CNS-3834349# bbox=[536, 192, 593, 202]
cns-number: CNS-3838753# bbox=[183, 1078, 240, 1087]
cns-number: CNS-3830457# bbox=[536, 976, 593, 986]
cns-number: CNS-3837861# bbox=[1066, 762, 1123, 772]
cns-number: CNS-3833589# bbox=[183, 389, 240, 398]
column-5 bbox=[713, 5, 884, 2291]
divider bbox=[1420, 118, 1591, 119]
cns-number: CNS-3839017# bbox=[183, 693, 240, 702]
notice-body: Case No. 24CV083495 Superior Court of California, County of ALAMEDA Petition of ROSEMARY VIGIL for Change of Name TO ALL INTERESTED PERSONS: Petitioner ROSEMARY VIGIL filed a petition with this court for a decree changing names as follows: MATHEW MALIK PRINGLE JR. TO MESSIAH JEREMIAH VIGIL MAKHIAH MONAE PRINGLE TO MAKHIAH MONAE VIGIL MALIYAH MARIE PRINGLE to MALIYAH MARIE VIGIL The Court orders that all persons interested in this matter appear before this court at the hearing indicated below to show cause, if any, why the petition for change of name should not be granted. Any person objecting to the name changes described above must file a written objection that includes the reasons for the objection at least two court days before the matter is scheduled to be heard and must appear at the hearing to show cause why the petition should not be granted. If no written objection is timely filed, the court may grant the petition without a hearing. Notice of Hearing Date: 11/15/2024, Time: 9:30 A.M., Dept.: 18, Room: N/A The address of the court is 1225 FALLON STREET, OAKLAND, CA 94612 (To appear remotely, check in advance of the hearing for information about how to do so on the court's website. To find your court's website, go to www.courts.ca.gov/find-my-court.htm.) A copy of this Order to Show Cause must be published at least once each week for four successive weeks before the date set for hearing on the petition in a newspaper of general circulation, printed in this county: OAKLAND POST Date: JULY 16, 2024 THOMAS J. NIXON Judge of the Superior Court 7/24, 7/31, 8/7, 8/14/24 bbox=[7, 937, 179, 1301]
notice-body: To provide the labor and materials for emergency call-back service, equipment repairs, and to assist with State compliance for elevators and wheelchair lifts located at various District schools and facilities on an as-needed basis. Dispatch a qualified elevator service mechanic to troubleshoot and repair the elevator or lift in order to place it back into service. Have a 24 hour dispatch available for service, emergency for District Rep to call for emergencies priority of 1 hour response. If the elevator or lift has not been serviced within the prior six (6) months, the mechanic will examine and lubricate the components. If a hydraulic elevator, the mechanic will check the reservoir tank for unaccounted fluid loss; any unaccounted fluid loss will be reported to the District. If the elevator is equipped with Fire Service, the mechanic will test the fire service and log it. The District callback log, fluid-loss log, and fire service test logs will be filed out as needed. 4. Contract Estimate: The contract estimate not-to-exceed amount of FIVE HUNDRED THOUSAND DOLLARS NOTOO ($500,000.00) for duration of the entire Contract. The estimated amount is determined by the services performed in last year's scope of work. 5. Project Manager for this Contract is John Esposito, who can be reached at 510-535-7049 or email: john.esposito@ousd.org. Bidders can obtain a complete set of contract documents from the OUSD's website. 6. The full version of Contract & Bid Documents can be uploaded by clicking on this link provided: https://www.ousd.org/facilities-planning-management/opportunities/contract-opportunities/bids 7. All bids shall be on the form provided by the District. Each bid must conform and be responsive to all pertinent Contract Documents, including, but not limited to, the Instructions to Bidders. 8. To bid on this Contract, the Bidder is required to possess the following State of California Contractor License: C11- Elevator Installation - Contractors' License The Bidder's license(s) must be active and in good standing at the time of the bid opening and must remain so throughout the term of the Contract. 9. Prevailing Wages. Pursuant to sections 1770 et seq. of the California Labor Code, Bidder and all Subcontractors under the Bidder shall pay all workers on all work performed pursuant to the Contract not less than the general prevailing rate of per diem wages and the general prevailing rate for holiday and overtime work as determined by the Director of the State of California Department of Industrial Relations (DIR) for the type of work performed and the locality in which the work is to be performed within the boundaries of the District. Copies of the general prevailing rates of per diem wages for each craft, classification, or type of worker needed to execute the Contract, as determined by the DIR are available from the District or on the internet (http://www.dir.ca.gov). 10. Contractor Registration. Bidder shall ensure that Bidder and its Subcontractors comply with the registration and compliance monitoring provisions of Labor Code section 1771.4, including furnishing its CPRs to the Labor Commissioner, and are registered pursuant to Labor Code section 1725.5. Labor Code section 1771.1(a) states the following: "A contractor or subcontractor shall not be qualified to bid on, be listed in a bid proposal, subject to the requirements of Section 4104 of the Public Contract Code, or engage in the performance of any contract for public work, as defined in this chapter, unless currently registered and qualified to perform public work pursuant to Section 1725.5. It is not a violation of this section for an unregistered contractor to submit a bid that is authorized by Section 7029.1 of the Business and Professions Code or by Section 10164 or 20103.5 of the Public Contract Code, provided the contractor is registered to perform public work pursuant to Section 1725.5 at the time the contract is awarded." A full copy of the bid form must be submitted at time of Bid Opening, 21st day, Aug, 2024, @ 2:00 p.m. A copy must be downloaded with this link: https://www.ousd.org/facilities-planning-management/opportunities/contract-opportunities/bids 7/31, 8/7/24 bbox=[890, 72, 1062, 986]
section-heading-government: GOVERNMENT bbox=[551, 1383, 694, 1403]
publication-name: MARIN COUNTY POST bbox=[536, 384, 624, 394]
section-heading-fictitious-business-names: FICTITIOUS BUSINESS NAMES bbox=[211, 431, 327, 491]
divider bbox=[536, 400, 708, 401]
notice bbox=[536, 597, 708, 996]
notice-title: INVITATION TO BID Various Sites Elevator Wheelchair Repairs & Maintenance Contract No. 20147 bbox=[714, 1138, 884, 1170]
legals-header: LEGALS bbox=[714, 8, 883, 65]
cns-number: CNS-3837680# bbox=[360, 143, 416, 152]
publication-name: MARIN COUNTY POST bbox=[536, 1351, 624, 1361]
publication-name: MARIN COUNTY POST bbox=[536, 577, 624, 587]
divider bbox=[183, 415, 355, 416]
notice-body: File No. 157568 The following person(s) is (are) doing business as: Blagovest Bells, 225 Nova Albion Way, #27, San Rafael, CA 94903 County of MARIN MARK DAVID GALPERIN, 225 NOVA ALBION WAY, # 27, SAN RAFAEL, CA 94903 This business is conducted by an Individual The registrant(s) commenced to transact business under the fictitious business name or names listed above on January 1, 2024. S/ MARK DAVID GALPERIN, This statement was filed with the County Clerk of Marin County on 07/15/2024. Shelly Scott, County Clerk J. Mannion, Deputy 7/24, 7/31, 8/7, 8/14/24 bbox=[360, 816, 532, 944]
notice-title: FICTITIOUS BUSINESS NAME STATEMENT bbox=[209, 511, 329, 532]
notice-body: Case No. CV0003402 Superior Court of California, County of MARIN Petition of: MALICK BALDE for Change of Name TO ALL INTERESTED PERSONS: Petitioner MALICK BALDE filed a petition with this court for a decree changing names as follows: MALICK BALDE to MALICK BALDE The Court orders that all persons interested in this matter appear before this court at the hearing indicated below to show cause, if any, why the petition for change of name should not be granted. Any person objecting to the name changes described above must file a written objection that includes the reasons for the objection at least two court days before the matter is scheduled to be heard and must appear at the hearing to show cause why the petition should not be granted. If no written objection is timely filed, the court may grant the petition without a hearing. Notice of Hearing Date: 09/09/2024, Time: 9:00AM, Dept.: H, Room: H The address of the court is 3501 CIVIC CENTER DRIVE, SAN RAFAEL, CA 94913 (To appear remotely, check in advance of the hearing for information about how to do so on the court's website. To find your court's website, go to www.courts.ca.gov/find-my-court.htm.) A copy of this Order to Show Cause must be published at least once each week for four successive weeks before the date set for hearing on the petition in a newspaper of general circulation, printed in this county: MARIN COUNTY POST Date: 07/15/2024 Judge of the Superior Court 7/31, 8/7, 8/14, 8/21/24 bbox=[7, 548, 179, 882]
divider bbox=[7, 1329, 178, 1330]
divider bbox=[890, 1014, 1062, 1015]
notice-title: ORDER TO SHOW CAUSE FOR CHANGE OF NAME bbox=[10, 915, 175, 936]
cns-number: CNS-3834743# bbox=[360, 764, 416, 773]
divider bbox=[360, 168, 531, 169]
legals-header: LEGALS bbox=[892, 8, 1060, 65]
notice-title: FICTITIOUS BUSINESS NAME STATEMENT bbox=[209, 1108, 329, 1128]
legals-header: LEGALS bbox=[184, 8, 353, 65]
column-3 bbox=[360, 5, 531, 2291]
cns-number: CNS-3839665# bbox=[1243, 653, 1300, 663]
publication-name: OAKLAND POST bbox=[536, 202, 602, 212]
cns-number: CNS-3829609# bbox=[536, 1342, 593, 1351]
notice-title: NOTICE OF PETITION TO ADMINISTER ESTATE OF WAN TING AKA DARCY TING AKA WAN DARCY TING CASE NO. 24PR083589 bbox=[1244, 694, 1414, 768]
cns-number: CNS-3833828# bbox=[536, 567, 593, 577]
publication-name: MARIN COUNTY POST bbox=[7, 506, 94, 515]
notice-body: File No. 157491 The following person(s) is (are) doing business as: SPIRIT OF PLAY, 1145 S ELISEO DRIVE, GREENBRAE, CA 94904, County of MARIN JEAN KAUFMAN, 1145 S ELISEO DR., GREENBRAE, CA 94904 This business is conducted by AN INDIVIDUAL The registrant commenced to transact business under the fictitious business name or names listed above on N/A. /s/ JEAN KAUFMAN This statement was filed with the County Clerk of Marin County on JUNE 27, 2024. Shelly Scott, County Clerk By: J. MANNION, Deputy 7/17, 7/24, 7/31, 8/7/24 bbox=[536, 1028, 708, 1156]
divider bbox=[7, 910, 178, 911]
notice-title: ORDER TO SHOW CAUSE FOR CHANGE OF NAME bbox=[10, 526, 175, 547]
notice-body: On June 12, 2024, the Board of Supervisors of Alameda County approved this invitation for bids to provide the labor, material, equipment, mechanical workmanship, transportation, and services required for work to be performed on: THE IMPROVEMENTS OF EAST LEWELLING BOULEVARD FROM MEEKLAND AVENUE TO LANSTON WAY IN ALAMEDA COUNTY, CALIFORNIA GENERAL WORK DESCRIPTION: The project consists of providing traffic control, furnishing and implementing a water pollution control plan, clearing and grubbing, verifying location and depth of existing utilities, performing earthwork and paving, removing, recycling, or salvaging demolition and construction waste; adjusting, relocating, or removing utility boxes, vaults, manholes, etc.; constructing storm drain improvements, constructing concrete improvements, installing traffic signal improvements and fiber optic conduit, installing striping, pavement markings and signing, installing landscape system (includes trees, plants, irrigation system, and site furnishings), maintaining plants during the plant establishment period, constructing other related work; furnishing and applying dust control measures; keeping a tidy appearance of the job site throughout the project, cleaning site at the end of the job; and furnishing all labor, materials, tools, equipment, mechanical workmanship, transportation, and services necessary to complete said project. ALLOTTED TIME FOR COMPLETION: 320 working days. LICENSE REQUIREMENT: The Contractor must have a Class A license to submit a bid, as provided in the Business and Professions Code Section 7028.15. Licensing must be maintained throughout the Contract duration. REGISTRATION REQUIREMENT: To be qualified to bid or to be listed in a bid proposal, all contractors must be registered with the Department of Industrial Relations. BIDS DUE: Tuesday, August 20, 2024, 2:00 p.m., at the Public Works Agency, 951 Turner Ct., Rm 300, Hayward, CA 94545. Bids submitted after this deadline will be rejected. Submissions accepted prior will be publicly open and read immediately following the deadline. Include a bidder's security equal to at least 10 percent of the bid. Direct questions regarding bid submission to 510-670-5450. PREBID MEETING: There is a mandatory pre-bid meeting for all prime contractors. Interested sub-contractors are invited and encouraged to attend the pre-bid meeting. This pre-bid networking/contractor conference dates and times are: - Tuesday, July 9, 2024 at 10:00 a.m. - Tuesday, July 23, 2024 at 10:00 a.m. - Thursday, August 8, 2024 at 10:00 a.m. The Microsoft Teams link for the pre-bid meeting is https://bit.ly/acpwa-elo. To participate via telephone call toll-free 1-415-915-3950 or (888) 715-8170 (Toll-free), Phone Conference ID: 264 288 948#. Bid proposals from prime contractors that fail to attend one of the mandatory pre-bid meetings will be rejected. Alameda County strongly encourages the participation of disadvantaged/minority/women owned businesses in public works projects and the hiring of apprentices who reside within the County. For information about the Alameda County Contractor Technical Assistance Program (CTAP), email: CTAP@miwis.com. WAGES: The Contractor and all subcontractors must pay not less than the general prevailing rate of per diem wages to all workers. Copies of the required prevailing rates are on file at the Agency location where bids are due. All bidders must comply with the California Air Resources Board (CARB) In-Use Off-Road Diesel-Fueled Fleets Regulation and must submit valid Certificates of Reported Compliance for a covered fleet and listed subcontractors, if applicable, no later than 2:00 p.m. on the second business day following bid opening. PLANS AND SPECIFICATIONS: View and purchase at www.ipdservices.com/clients/eastbay/ALCO or at: - East Bay Blueprint, 1745 14th Ave, Oakland, 510-261-2990 - Central Blueprint, 17132 East 14th St, Hayward, 510-276-3375 - Custom Blueprint, 7944 Mt. Diablo Blvd, Walnut Creek, 925-932-3113 Submit bid questions as described in the Special Provisions that accompany the Special Provisions. Questions not submitted 5 days before bid opening will not be considered for response or treated as bid protests. The Board of Supervisors reserves the right to reject any or all bids and any or all items of such bids. BY ORDER OF THE BOARD OF SUPERVISORS, COUNTY OF ALAMEDA, CALIFORNIA ON TUESDAY, JUNE 18, 2024 Clerk of the Board of Supervisors County of Alameda, State of California 8/7/24 bbox=[713, 83, 885, 1106]
